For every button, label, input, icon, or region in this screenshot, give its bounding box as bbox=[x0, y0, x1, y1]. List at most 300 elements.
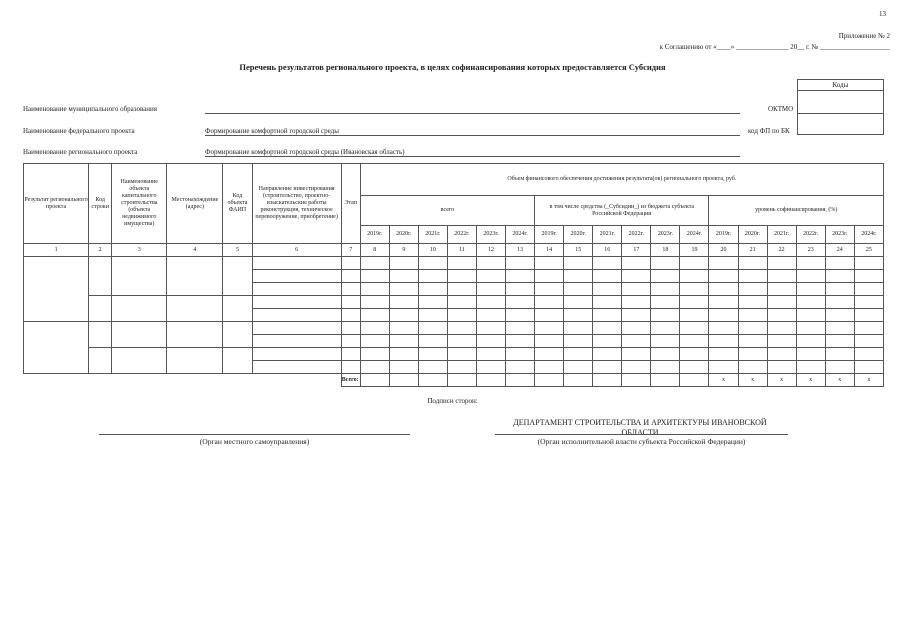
table-cell[interactable] bbox=[622, 322, 651, 335]
table-cell[interactable] bbox=[506, 322, 535, 335]
total-cofin-cell: x bbox=[738, 374, 767, 387]
year-header: 2023г. bbox=[476, 226, 505, 244]
table-cell[interactable] bbox=[680, 335, 709, 348]
table-cell[interactable] bbox=[622, 296, 651, 309]
table-cell[interactable] bbox=[738, 322, 767, 335]
total-cell[interactable] bbox=[680, 374, 709, 387]
table-cell[interactable] bbox=[680, 309, 709, 322]
table-cell[interactable] bbox=[564, 270, 593, 283]
table-cell[interactable] bbox=[651, 296, 680, 309]
year-header: 2019г. bbox=[360, 226, 389, 244]
year-header: 2023г. bbox=[825, 226, 854, 244]
table-cell[interactable] bbox=[535, 335, 564, 348]
table-cell[interactable] bbox=[476, 296, 505, 309]
total-cell[interactable] bbox=[622, 374, 651, 387]
table-row bbox=[24, 322, 884, 335]
table-cell[interactable] bbox=[738, 335, 767, 348]
table-cell[interactable] bbox=[825, 361, 854, 374]
table-cell[interactable] bbox=[389, 270, 418, 283]
table-cell[interactable] bbox=[389, 348, 418, 361]
table-cell[interactable] bbox=[651, 361, 680, 374]
year-header: 2024г. bbox=[854, 226, 883, 244]
table-cell[interactable] bbox=[341, 283, 360, 296]
federal-project-underline bbox=[205, 135, 740, 136]
regional-project-underline bbox=[205, 156, 740, 157]
table-cell[interactable] bbox=[622, 335, 651, 348]
table-cell[interactable] bbox=[680, 361, 709, 374]
table-cell[interactable] bbox=[825, 257, 854, 270]
total-label: Всего: bbox=[341, 374, 360, 387]
table-cell[interactable] bbox=[680, 296, 709, 309]
oktmo-code-cell bbox=[798, 91, 884, 114]
table-cell[interactable] bbox=[89, 257, 112, 296]
table-cell[interactable] bbox=[593, 257, 622, 270]
total-cell[interactable] bbox=[593, 374, 622, 387]
regional-project-label: Наименование регионального проекта bbox=[23, 148, 138, 156]
table-cell[interactable] bbox=[854, 309, 883, 322]
header-location: Местонахождение (адрес) bbox=[167, 164, 223, 244]
table-cell[interactable] bbox=[223, 296, 252, 322]
table-cell[interactable] bbox=[796, 361, 825, 374]
header-total: всего bbox=[360, 196, 534, 226]
table-cell[interactable] bbox=[854, 322, 883, 335]
total-spacer bbox=[24, 374, 342, 387]
table-cell[interactable] bbox=[447, 296, 476, 309]
right-signature-caption: (Орган исполнительной власти субъекта Российской Федерации) bbox=[537, 437, 746, 446]
table-cell[interactable] bbox=[476, 361, 505, 374]
table-cell[interactable] bbox=[506, 309, 535, 322]
table-cell[interactable] bbox=[854, 348, 883, 361]
table-cell[interactable] bbox=[709, 309, 738, 322]
table-cell[interactable] bbox=[476, 348, 505, 361]
table-cell[interactable] bbox=[854, 257, 883, 270]
total-cell[interactable] bbox=[447, 374, 476, 387]
table-cell[interactable] bbox=[360, 322, 389, 335]
table-cell[interactable] bbox=[767, 322, 796, 335]
column-number: 19 bbox=[680, 244, 709, 257]
header-stage: Этап bbox=[341, 164, 360, 244]
table-cell[interactable] bbox=[593, 361, 622, 374]
table-cell[interactable] bbox=[252, 335, 341, 348]
table-cell[interactable] bbox=[564, 257, 593, 270]
table-cell[interactable] bbox=[767, 257, 796, 270]
table-cell[interactable] bbox=[738, 296, 767, 309]
table-cell[interactable] bbox=[593, 348, 622, 361]
table-cell[interactable] bbox=[389, 257, 418, 270]
federal-project-label: Наименование федерального проекта bbox=[23, 127, 135, 135]
table-cell[interactable] bbox=[622, 309, 651, 322]
table-cell[interactable] bbox=[360, 257, 389, 270]
table-cell[interactable] bbox=[825, 296, 854, 309]
table-cell[interactable] bbox=[564, 322, 593, 335]
year-header: 2021г. bbox=[767, 226, 796, 244]
fp-code-cell bbox=[798, 114, 884, 135]
column-number: 9 bbox=[389, 244, 418, 257]
column-number: 10 bbox=[418, 244, 447, 257]
table-cell[interactable] bbox=[418, 335, 447, 348]
table-cell[interactable] bbox=[447, 361, 476, 374]
table-cell[interactable] bbox=[709, 322, 738, 335]
column-number: 21 bbox=[738, 244, 767, 257]
table-cell[interactable] bbox=[535, 361, 564, 374]
table-cell[interactable] bbox=[651, 335, 680, 348]
table-cell[interactable] bbox=[252, 296, 341, 309]
table-cell[interactable] bbox=[167, 296, 223, 322]
year-header: 2020г. bbox=[389, 226, 418, 244]
page-number: 13 bbox=[879, 10, 886, 18]
table-cell[interactable] bbox=[622, 283, 651, 296]
column-number: 18 bbox=[651, 244, 680, 257]
table-cell[interactable] bbox=[680, 322, 709, 335]
header-direction: Направление инвестирования (строительство, проектно-изыскательские работы реконструкция, техническое перевооружение, приобретение) bbox=[252, 164, 341, 244]
results-table bbox=[23, 163, 884, 387]
table-row bbox=[24, 296, 884, 309]
table-cell[interactable] bbox=[389, 309, 418, 322]
total-cell[interactable] bbox=[535, 374, 564, 387]
signatures-heading: Подписи сторон: bbox=[427, 397, 478, 405]
table-cell[interactable] bbox=[223, 257, 252, 296]
table-cell[interactable] bbox=[89, 348, 112, 374]
table-cell[interactable] bbox=[360, 361, 389, 374]
header-subsidy: в том числе средства (_Субсидии_) из бюджета субъекта Российской Федерации bbox=[535, 196, 709, 226]
table-cell[interactable] bbox=[418, 270, 447, 283]
table-cell[interactable] bbox=[341, 270, 360, 283]
table-cell[interactable] bbox=[564, 309, 593, 322]
total-cofin-cell: x bbox=[796, 374, 825, 387]
total-row bbox=[24, 374, 884, 387]
table-cell[interactable] bbox=[223, 322, 252, 348]
table-cell[interactable] bbox=[252, 322, 341, 335]
right-signature-line bbox=[495, 434, 788, 435]
header-faip-code: Код объекта ФАИП bbox=[223, 164, 252, 244]
column-number: 5 bbox=[223, 244, 252, 257]
codes-header: Коды bbox=[798, 80, 884, 91]
table-cell[interactable] bbox=[593, 283, 622, 296]
table-cell[interactable] bbox=[389, 361, 418, 374]
table-cell[interactable] bbox=[680, 348, 709, 361]
table-cell[interactable] bbox=[418, 309, 447, 322]
year-header: 2022г. bbox=[622, 226, 651, 244]
table-cell[interactable] bbox=[252, 348, 341, 361]
table-cell[interactable] bbox=[651, 348, 680, 361]
header-financing: Объем финансового обеспечения достижения результата(ов) регионального проекта, руб. bbox=[360, 164, 883, 196]
right-organization-name: ДЕПАРТАМЕНТ СТРОИТЕЛЬСТВА И АРХИТЕКТУРЫ ИВАНОВСКОЙ ОБЛАСТИ bbox=[513, 418, 767, 437]
table-cell[interactable] bbox=[622, 257, 651, 270]
total-cofin-cell: x bbox=[854, 374, 883, 387]
table-cell[interactable] bbox=[767, 283, 796, 296]
table-row bbox=[24, 257, 884, 270]
column-number: 8 bbox=[360, 244, 389, 257]
table-cell[interactable] bbox=[796, 296, 825, 309]
year-header: 2019г. bbox=[535, 226, 564, 244]
table-cell[interactable] bbox=[167, 348, 223, 374]
regional-project-value: Формирование комфортной городской среды (Ивановская область) bbox=[205, 148, 405, 156]
column-number: 13 bbox=[506, 244, 535, 257]
table-cell[interactable] bbox=[709, 348, 738, 361]
table-cell[interactable] bbox=[89, 296, 112, 322]
table-cell[interactable] bbox=[341, 361, 360, 374]
table-cell[interactable] bbox=[252, 361, 341, 374]
column-number: 7 bbox=[341, 244, 360, 257]
table-cell[interactable] bbox=[767, 361, 796, 374]
table-cell[interactable] bbox=[564, 335, 593, 348]
total-cell[interactable] bbox=[389, 374, 418, 387]
left-signature-caption: (Орган местного самоуправления) bbox=[199, 437, 310, 446]
table-cell[interactable] bbox=[341, 348, 360, 361]
table-cell[interactable] bbox=[738, 309, 767, 322]
table-cell[interactable] bbox=[252, 309, 341, 322]
table-cell[interactable] bbox=[767, 270, 796, 283]
table-cell[interactable] bbox=[341, 309, 360, 322]
table-cell[interactable] bbox=[389, 296, 418, 309]
table-cell[interactable] bbox=[709, 283, 738, 296]
table-cell[interactable] bbox=[24, 322, 89, 374]
year-header: 2021г. bbox=[418, 226, 447, 244]
column-number: 4 bbox=[167, 244, 223, 257]
header-result: Результат регионального проекта bbox=[24, 164, 89, 244]
table-cell[interactable] bbox=[506, 296, 535, 309]
table-cell[interactable] bbox=[389, 322, 418, 335]
table-cell[interactable] bbox=[651, 270, 680, 283]
table-cell[interactable] bbox=[738, 257, 767, 270]
total-cell[interactable] bbox=[360, 374, 389, 387]
table-cell[interactable] bbox=[535, 257, 564, 270]
table-cell[interactable] bbox=[825, 283, 854, 296]
table-cell[interactable] bbox=[506, 361, 535, 374]
table-cell[interactable] bbox=[389, 283, 418, 296]
table-cell[interactable] bbox=[651, 322, 680, 335]
column-number: 24 bbox=[825, 244, 854, 257]
table-cell[interactable] bbox=[593, 322, 622, 335]
table-cell[interactable] bbox=[651, 257, 680, 270]
column-number: 11 bbox=[447, 244, 476, 257]
table-cell[interactable] bbox=[680, 257, 709, 270]
total-cell[interactable] bbox=[506, 374, 535, 387]
table-cell[interactable] bbox=[564, 296, 593, 309]
table-cell[interactable] bbox=[593, 270, 622, 283]
table-cell[interactable] bbox=[825, 270, 854, 283]
table-cell[interactable] bbox=[738, 283, 767, 296]
table-cell[interactable] bbox=[622, 270, 651, 283]
column-number: 16 bbox=[593, 244, 622, 257]
table-cell[interactable] bbox=[564, 283, 593, 296]
total-cell[interactable] bbox=[651, 374, 680, 387]
table-cell[interactable] bbox=[360, 348, 389, 361]
table-cell[interactable] bbox=[112, 257, 167, 296]
table-cell[interactable] bbox=[796, 322, 825, 335]
table-cell[interactable] bbox=[476, 335, 505, 348]
table-cell[interactable] bbox=[709, 296, 738, 309]
column-number: 20 bbox=[709, 244, 738, 257]
column-number: 23 bbox=[796, 244, 825, 257]
table-cell[interactable] bbox=[252, 257, 341, 270]
table-cell[interactable] bbox=[506, 270, 535, 283]
table-cell[interactable] bbox=[476, 309, 505, 322]
column-number: 2 bbox=[89, 244, 112, 257]
table-cell[interactable] bbox=[360, 309, 389, 322]
table-cell[interactable] bbox=[680, 283, 709, 296]
table-cell[interactable] bbox=[252, 270, 341, 283]
header-cofinancing: уровень софинансирования, (%) bbox=[709, 196, 884, 226]
header-row-code: Код строки bbox=[89, 164, 112, 244]
table-cell[interactable] bbox=[447, 322, 476, 335]
table-cell[interactable] bbox=[564, 361, 593, 374]
table-cell[interactable] bbox=[360, 270, 389, 283]
table-cell[interactable] bbox=[622, 348, 651, 361]
year-header: 2022г. bbox=[447, 226, 476, 244]
table-cell[interactable] bbox=[535, 270, 564, 283]
column-number: 22 bbox=[767, 244, 796, 257]
table-cell[interactable] bbox=[341, 296, 360, 309]
document-title: Перечень результатов регионального проекта, в целях софинансирования которых предоставляется Субсидия bbox=[239, 62, 666, 72]
table-cell[interactable] bbox=[564, 348, 593, 361]
table-cell[interactable] bbox=[796, 283, 825, 296]
column-number: 3 bbox=[112, 244, 167, 257]
table-cell[interactable] bbox=[767, 309, 796, 322]
federal-project-value: Формирование комфортной городской среды bbox=[205, 127, 339, 135]
table-cell[interactable] bbox=[796, 309, 825, 322]
municipality-underline bbox=[205, 113, 740, 114]
table-cell[interactable] bbox=[360, 296, 389, 309]
table-cell[interactable] bbox=[506, 257, 535, 270]
table-cell[interactable] bbox=[738, 270, 767, 283]
column-number: 14 bbox=[535, 244, 564, 257]
table-cell[interactable] bbox=[167, 322, 223, 348]
table-cell[interactable] bbox=[825, 348, 854, 361]
table-cell[interactable] bbox=[593, 296, 622, 309]
table-cell[interactable] bbox=[825, 322, 854, 335]
table-cell[interactable] bbox=[112, 348, 167, 374]
table-cell[interactable] bbox=[622, 361, 651, 374]
table-cell[interactable] bbox=[593, 309, 622, 322]
year-header: 2022г. bbox=[796, 226, 825, 244]
total-cell[interactable] bbox=[476, 374, 505, 387]
table-cell[interactable] bbox=[447, 257, 476, 270]
total-cofin-cell: x bbox=[767, 374, 796, 387]
column-number: 15 bbox=[564, 244, 593, 257]
table-cell[interactable] bbox=[167, 257, 223, 296]
table-cell[interactable] bbox=[825, 335, 854, 348]
table-cell[interactable] bbox=[651, 309, 680, 322]
table-cell[interactable] bbox=[738, 361, 767, 374]
table-cell[interactable] bbox=[447, 270, 476, 283]
table-cell[interactable] bbox=[89, 322, 112, 348]
table-row bbox=[24, 348, 884, 361]
table-cell[interactable] bbox=[341, 322, 360, 335]
table-cell[interactable] bbox=[418, 348, 447, 361]
table-cell[interactable] bbox=[360, 335, 389, 348]
table-cell[interactable] bbox=[854, 270, 883, 283]
table-cell[interactable] bbox=[476, 322, 505, 335]
table-cell[interactable] bbox=[651, 283, 680, 296]
table-cell[interactable] bbox=[389, 335, 418, 348]
table-cell[interactable] bbox=[535, 309, 564, 322]
agreement-reference: к Соглашению от «____» _______________ 20__ г. № ____________________ bbox=[659, 43, 890, 51]
table-cell[interactable] bbox=[680, 270, 709, 283]
table-cell[interactable] bbox=[825, 309, 854, 322]
year-header: 2023г. bbox=[651, 226, 680, 244]
total-cofin-cell: x bbox=[825, 374, 854, 387]
column-number-row bbox=[24, 244, 884, 257]
table-cell[interactable] bbox=[476, 283, 505, 296]
table-cell[interactable] bbox=[854, 283, 883, 296]
table-cell[interactable] bbox=[709, 270, 738, 283]
table-cell[interactable] bbox=[854, 335, 883, 348]
fp-code-label: код ФП по БК bbox=[748, 127, 790, 135]
column-number: 17 bbox=[622, 244, 651, 257]
table-cell[interactable] bbox=[418, 361, 447, 374]
table-cell[interactable] bbox=[535, 296, 564, 309]
column-number: 6 bbox=[252, 244, 341, 257]
table-cell[interactable] bbox=[418, 322, 447, 335]
table-cell[interactable] bbox=[112, 322, 167, 348]
total-cell[interactable] bbox=[564, 374, 593, 387]
year-header: 2021г. bbox=[593, 226, 622, 244]
table-cell[interactable] bbox=[767, 348, 796, 361]
left-signature-line bbox=[99, 434, 410, 435]
year-header: 2024г. bbox=[680, 226, 709, 244]
year-header: 2019г. bbox=[709, 226, 738, 244]
year-header: 2020г. bbox=[564, 226, 593, 244]
total-cell[interactable] bbox=[418, 374, 447, 387]
table-cell[interactable] bbox=[709, 257, 738, 270]
table-cell[interactable] bbox=[854, 296, 883, 309]
appendix-label: Приложение № 2 bbox=[838, 32, 890, 40]
table-cell[interactable] bbox=[506, 335, 535, 348]
table-cell[interactable] bbox=[796, 257, 825, 270]
table-cell[interactable] bbox=[593, 335, 622, 348]
column-number: 12 bbox=[476, 244, 505, 257]
table-cell[interactable] bbox=[447, 283, 476, 296]
table-cell[interactable] bbox=[535, 348, 564, 361]
year-header: 2024г. bbox=[506, 226, 535, 244]
table-cell[interactable] bbox=[252, 283, 341, 296]
table-cell[interactable] bbox=[341, 257, 360, 270]
municipality-label: Наименование муниципального образования bbox=[23, 105, 157, 113]
table-cell[interactable] bbox=[447, 309, 476, 322]
table-cell[interactable] bbox=[767, 335, 796, 348]
table-cell[interactable] bbox=[24, 257, 89, 322]
table-cell[interactable] bbox=[341, 335, 360, 348]
table-cell[interactable] bbox=[476, 257, 505, 270]
table-cell[interactable] bbox=[418, 296, 447, 309]
table-cell[interactable] bbox=[418, 283, 447, 296]
table-cell[interactable] bbox=[506, 348, 535, 361]
year-header: 2020г. bbox=[738, 226, 767, 244]
table-cell[interactable] bbox=[418, 257, 447, 270]
table-cell[interactable] bbox=[738, 348, 767, 361]
table-cell[interactable] bbox=[796, 270, 825, 283]
table-cell[interactable] bbox=[767, 296, 796, 309]
table-cell[interactable] bbox=[796, 335, 825, 348]
codes-box bbox=[797, 79, 884, 135]
table-cell[interactable] bbox=[112, 296, 167, 322]
table-cell[interactable] bbox=[360, 283, 389, 296]
table-cell[interactable] bbox=[854, 361, 883, 374]
table-cell[interactable] bbox=[535, 283, 564, 296]
table-cell[interactable] bbox=[447, 348, 476, 361]
table-cell[interactable] bbox=[506, 283, 535, 296]
total-cofin-cell: x bbox=[709, 374, 738, 387]
table-cell[interactable] bbox=[709, 361, 738, 374]
table-cell[interactable] bbox=[796, 348, 825, 361]
table-cell[interactable] bbox=[709, 335, 738, 348]
table-cell[interactable] bbox=[476, 270, 505, 283]
table-cell[interactable] bbox=[223, 348, 252, 374]
table-cell[interactable] bbox=[535, 322, 564, 335]
table-cell[interactable] bbox=[447, 335, 476, 348]
column-number: 25 bbox=[854, 244, 883, 257]
